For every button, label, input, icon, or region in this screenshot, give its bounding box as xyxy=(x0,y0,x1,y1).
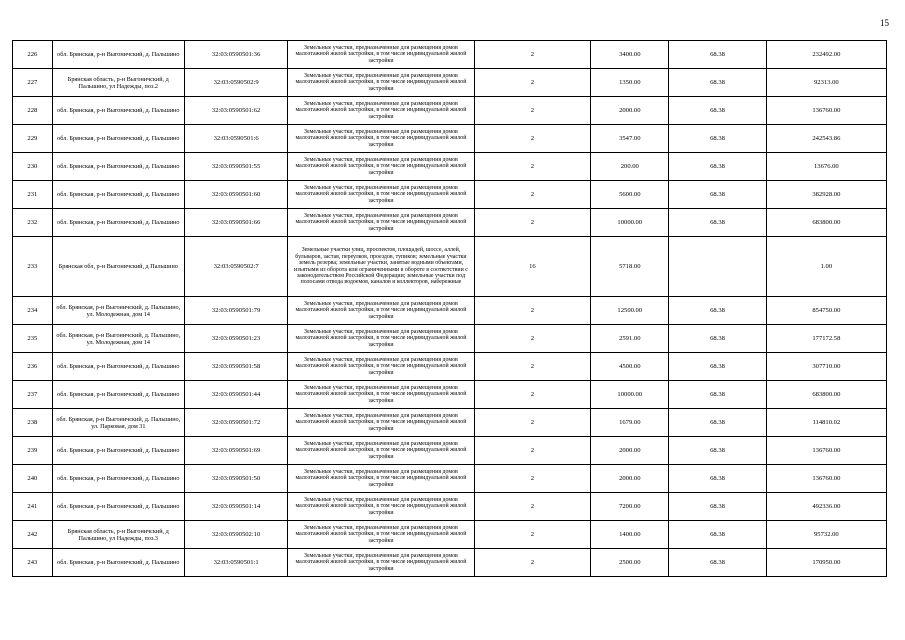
address-cell: обл. Брянская, р-н Выгоничский, д. Пальшино, ул. Молодежная, дом 14 xyxy=(52,325,184,353)
row-number-cell: 235 xyxy=(13,325,53,353)
cadastral-number-cell: 32:03:0590501:6 xyxy=(184,125,287,153)
land-use-cell: Земельные участки, предназначенные для размещения домов малоэтажной жилой застройки, в том числе индивидуальной жилой застройки xyxy=(288,153,474,181)
cadastral-value-cell: 683800.00 xyxy=(766,209,886,237)
address-cell: обл. Брянская, р-н Выгоничский, д. Пальшино xyxy=(52,125,184,153)
table-row xyxy=(13,437,887,465)
specific-value-cell: 68.38 xyxy=(669,97,766,125)
area-cell: 5600.00 xyxy=(591,181,669,209)
table-row xyxy=(13,549,887,577)
row-number-cell: 243 xyxy=(13,549,53,577)
area-cell: 1400.00 xyxy=(591,521,669,549)
address-cell: обл. Брянская, р-н Выгоничский, д. Пальшино xyxy=(52,381,184,409)
cadastral-number-cell: 32:03:0590502:7 xyxy=(184,237,287,297)
specific-value-cell: 68.38 xyxy=(669,353,766,381)
cadastral-number-cell: 32:03:0590501:66 xyxy=(184,209,287,237)
cadastral-number-cell: 32:03:0590501:79 xyxy=(184,297,287,325)
group-code-cell: 2 xyxy=(474,209,591,237)
cadastral-number-cell: 32:03:0590502:10 xyxy=(184,521,287,549)
cadastral-number-cell: 32:03:0590502:9 xyxy=(184,69,287,97)
cadastral-value-cell: 232492.00 xyxy=(766,41,886,69)
cadastral-value-cell: 1.00 xyxy=(766,237,886,297)
cadastral-number-cell: 32:03:0590501:44 xyxy=(184,381,287,409)
area-cell: 2000.00 xyxy=(591,97,669,125)
area-cell: 10000.00 xyxy=(591,381,669,409)
address-cell: обл. Брянская, р-н Выгоничский, д. Пальшино xyxy=(52,549,184,577)
land-use-cell: Земельные участки, предназначенные для размещения домов малоэтажной жилой застройки, в том числе индивидуальной жилой застройки xyxy=(288,181,474,209)
address-cell: Брянская обл, р-н Выгоничский, д Пальшино xyxy=(52,237,184,297)
cadastral-number-cell: 32:03:0590501:60 xyxy=(184,181,287,209)
land-use-cell: Земельные участки, предназначенные для размещения домов малоэтажной жилой застройки, в том числе индивидуальной жилой застройки xyxy=(288,209,474,237)
address-cell: обл. Брянская, р-н Выгоничский, д. Пальшино xyxy=(52,465,184,493)
cadastral-value-cell: 307710.00 xyxy=(766,353,886,381)
row-number-cell: 229 xyxy=(13,125,53,153)
area-cell: 3400.00 xyxy=(591,41,669,69)
table-row xyxy=(13,381,887,409)
cadastral-number-cell: 32:03:0590501:23 xyxy=(184,325,287,353)
row-number-cell: 226 xyxy=(13,41,53,69)
registry-table-body xyxy=(13,41,887,577)
group-code-cell: 2 xyxy=(474,97,591,125)
address-cell: Брянская область, р-н Выгоничский, д Пальшино, ул Надежды, поз.3 xyxy=(52,521,184,549)
cadastral-value-cell: 136760.00 xyxy=(766,465,886,493)
specific-value-cell: 68.38 xyxy=(669,181,766,209)
row-number-cell: 228 xyxy=(13,97,53,125)
row-number-cell: 242 xyxy=(13,521,53,549)
area-cell: 2591.00 xyxy=(591,325,669,353)
specific-value-cell: 68.38 xyxy=(669,409,766,437)
row-number-cell: 230 xyxy=(13,153,53,181)
cadastral-number-cell: 32:03:0590501:1 xyxy=(184,549,287,577)
row-number-cell: 227 xyxy=(13,69,53,97)
group-code-cell: 2 xyxy=(474,125,591,153)
table-row xyxy=(13,153,887,181)
address-cell: Брянская область, р-н Выгоничский, д Пальшино, ул Надежды, поз.2 xyxy=(52,69,184,97)
table-row xyxy=(13,209,887,237)
land-use-cell: Земельные участки, предназначенные для размещения домов малоэтажной жилой застройки, в том числе индивидуальной жилой застройки xyxy=(288,549,474,577)
table-row xyxy=(13,69,887,97)
area-cell: 1350.00 xyxy=(591,69,669,97)
table-row xyxy=(13,297,887,325)
table-row xyxy=(13,493,887,521)
table-row xyxy=(13,325,887,353)
cadastral-value-cell: 492336.00 xyxy=(766,493,886,521)
group-code-cell: 2 xyxy=(474,297,591,325)
cadastral-value-cell: 136760.00 xyxy=(766,97,886,125)
address-cell: обл. Брянская, р-н Выгоничский, д. Пальшино xyxy=(52,181,184,209)
specific-value-cell: 68.38 xyxy=(669,549,766,577)
land-use-cell: Земельные участки, предназначенные для размещения домов малоэтажной жилой застройки, в том числе индивидуальной жилой застройки xyxy=(288,353,474,381)
land-use-cell: Земельные участки, предназначенные для размещения домов малоэтажной жилой застройки, в том числе индивидуальной жилой застройки xyxy=(288,97,474,125)
group-code-cell: 16 xyxy=(474,237,591,297)
cadastral-value-cell: 114810.02 xyxy=(766,409,886,437)
page-number: 15 xyxy=(880,18,889,28)
specific-value-cell xyxy=(669,237,766,297)
area-cell: 200.00 xyxy=(591,153,669,181)
cadastral-value-cell: 242543.86 xyxy=(766,125,886,153)
row-number-cell: 240 xyxy=(13,465,53,493)
group-code-cell: 2 xyxy=(474,353,591,381)
table-row xyxy=(13,409,887,437)
specific-value-cell: 68.38 xyxy=(669,521,766,549)
land-use-cell: Земельные участки, предназначенные для размещения домов малоэтажной жилой застройки, в том числе индивидуальной жилой застройки xyxy=(288,409,474,437)
row-number-cell: 236 xyxy=(13,353,53,381)
table-row xyxy=(13,97,887,125)
table-row xyxy=(13,41,887,69)
cadastral-value-cell: 170950.00 xyxy=(766,549,886,577)
cadastral-number-cell: 32:03:0590501:69 xyxy=(184,437,287,465)
area-cell: 12500.00 xyxy=(591,297,669,325)
row-number-cell: 231 xyxy=(13,181,53,209)
address-cell: обл. Брянская, р-н Выгоничский, д. Пальшино xyxy=(52,353,184,381)
cadastral-value-cell: 13676.00 xyxy=(766,153,886,181)
cadastral-number-cell: 32:03:0590501:62 xyxy=(184,97,287,125)
area-cell: 1679.00 xyxy=(591,409,669,437)
area-cell: 2000.00 xyxy=(591,465,669,493)
group-code-cell: 2 xyxy=(474,381,591,409)
cadastral-number-cell: 32:03:0590501:55 xyxy=(184,153,287,181)
specific-value-cell: 68.38 xyxy=(669,437,766,465)
land-use-cell: Земельные участки улиц, проспектов, площадей, шоссе, аллей, бульваров, застав, переулков, проездов, тупиков; земельные участки земель резерва; земельные участки, занятые водными объектами, изъятыми из оборота или ограниченными в обороте в соответствии с законодательством Российской Федерации; земельные участки под полосами отвода водоемов, каналов и коллекторов, набережные xyxy=(288,237,474,297)
land-use-cell: Земельные участки, предназначенные для размещения домов малоэтажной жилой застройки, в том числе индивидуальной жилой застройки xyxy=(288,297,474,325)
table-row xyxy=(13,237,887,297)
table-row xyxy=(13,521,887,549)
specific-value-cell: 68.38 xyxy=(669,297,766,325)
group-code-cell: 2 xyxy=(474,181,591,209)
cadastral-value-cell: 136760.00 xyxy=(766,437,886,465)
land-use-cell: Земельные участки, предназначенные для размещения домов малоэтажной жилой застройки, в том числе индивидуальной жилой застройки xyxy=(288,325,474,353)
table-row xyxy=(13,125,887,153)
land-use-cell: Земельные участки, предназначенные для размещения домов малоэтажной жилой застройки, в том числе индивидуальной жилой застройки xyxy=(288,521,474,549)
group-code-cell: 2 xyxy=(474,493,591,521)
group-code-cell: 2 xyxy=(474,153,591,181)
cadastral-number-cell: 32:03:0590501:36 xyxy=(184,41,287,69)
land-use-cell: Земельные участки, предназначенные для размещения домов малоэтажной жилой застройки, в том числе индивидуальной жилой застройки xyxy=(288,125,474,153)
specific-value-cell: 68.38 xyxy=(669,493,766,521)
cadastral-number-cell: 32:03:0590501:72 xyxy=(184,409,287,437)
area-cell: 10000.00 xyxy=(591,209,669,237)
cadastral-number-cell: 32:03:0590501:14 xyxy=(184,493,287,521)
group-code-cell: 2 xyxy=(474,69,591,97)
area-cell: 4500.00 xyxy=(591,353,669,381)
row-number-cell: 237 xyxy=(13,381,53,409)
address-cell: обл. Брянская, р-н Выгоничский, д. Пальшино xyxy=(52,209,184,237)
row-number-cell: 234 xyxy=(13,297,53,325)
table-row xyxy=(13,465,887,493)
group-code-cell: 2 xyxy=(474,549,591,577)
area-cell: 7200.00 xyxy=(591,493,669,521)
land-use-cell: Земельные участки, предназначенные для размещения домов малоэтажной жилой застройки, в том числе индивидуальной жилой застройки xyxy=(288,493,474,521)
area-cell: 2000.00 xyxy=(591,437,669,465)
group-code-cell: 2 xyxy=(474,41,591,69)
land-use-cell: Земельные участки, предназначенные для размещения домов малоэтажной жилой застройки, в том числе индивидуальной жилой застройки xyxy=(288,465,474,493)
group-code-cell: 2 xyxy=(474,521,591,549)
row-number-cell: 241 xyxy=(13,493,53,521)
cadastral-value-cell: 95732.00 xyxy=(766,521,886,549)
address-cell: обл. Брянская, р-н Выгоничский, д. Пальшино xyxy=(52,41,184,69)
group-code-cell: 2 xyxy=(474,325,591,353)
address-cell: обл. Брянская, р-н Выгоничский, д. Пальшино xyxy=(52,437,184,465)
row-number-cell: 238 xyxy=(13,409,53,437)
area-cell: 5718.00 xyxy=(591,237,669,297)
row-number-cell: 233 xyxy=(13,237,53,297)
row-number-cell: 232 xyxy=(13,209,53,237)
specific-value-cell: 68.38 xyxy=(669,381,766,409)
land-plot-registry-table xyxy=(12,40,887,577)
table-row xyxy=(13,353,887,381)
group-code-cell: 2 xyxy=(474,437,591,465)
address-cell: обл. Брянская, р-н Выгоничский, д. Пальшино xyxy=(52,153,184,181)
specific-value-cell: 68.38 xyxy=(669,153,766,181)
land-use-cell: Земельные участки, предназначенные для размещения домов малоэтажной жилой застройки, в том числе индивидуальной жилой застройки xyxy=(288,381,474,409)
address-cell: обл. Брянская, р-н Выгоничский, д. Пальшино xyxy=(52,97,184,125)
cadastral-value-cell: 382928.00 xyxy=(766,181,886,209)
address-cell: обл. Брянская, р-н Выгоничский, д. Пальшино, ул. Парковая, дом 31 xyxy=(52,409,184,437)
specific-value-cell: 68.38 xyxy=(669,69,766,97)
cadastral-value-cell: 177172.58 xyxy=(766,325,886,353)
cadastral-value-cell: 683800.00 xyxy=(766,381,886,409)
address-cell: обл. Брянская, р-н Выгоничский, д. Пальшино, ул. Молодежная, дом 14 xyxy=(52,297,184,325)
area-cell: 2500.00 xyxy=(591,549,669,577)
group-code-cell: 2 xyxy=(474,465,591,493)
specific-value-cell: 68.38 xyxy=(669,125,766,153)
specific-value-cell: 68.38 xyxy=(669,325,766,353)
land-use-cell: Земельные участки, предназначенные для размещения домов малоэтажной жилой застройки, в том числе индивидуальной жилой застройки xyxy=(288,437,474,465)
table-row xyxy=(13,181,887,209)
group-code-cell: 2 xyxy=(474,409,591,437)
specific-value-cell: 68.38 xyxy=(669,465,766,493)
cadastral-value-cell: 854750.00 xyxy=(766,297,886,325)
land-use-cell: Земельные участки, предназначенные для размещения домов малоэтажной жилой застройки, в том числе индивидуальной жилой застройки xyxy=(288,69,474,97)
specific-value-cell: 68.38 xyxy=(669,41,766,69)
address-cell: обл. Брянская, р-н Выгоничский, д. Пальшино xyxy=(52,493,184,521)
area-cell: 3547.00 xyxy=(591,125,669,153)
cadastral-value-cell: 92313.00 xyxy=(766,69,886,97)
row-number-cell: 239 xyxy=(13,437,53,465)
cadastral-number-cell: 32:03:0590501:50 xyxy=(184,465,287,493)
cadastral-number-cell: 32:03:0590501:58 xyxy=(184,353,287,381)
land-use-cell: Земельные участки, предназначенные для размещения домов малоэтажной жилой застройки, в том числе индивидуальной жилой застройки xyxy=(288,41,474,69)
specific-value-cell: 68.38 xyxy=(669,209,766,237)
